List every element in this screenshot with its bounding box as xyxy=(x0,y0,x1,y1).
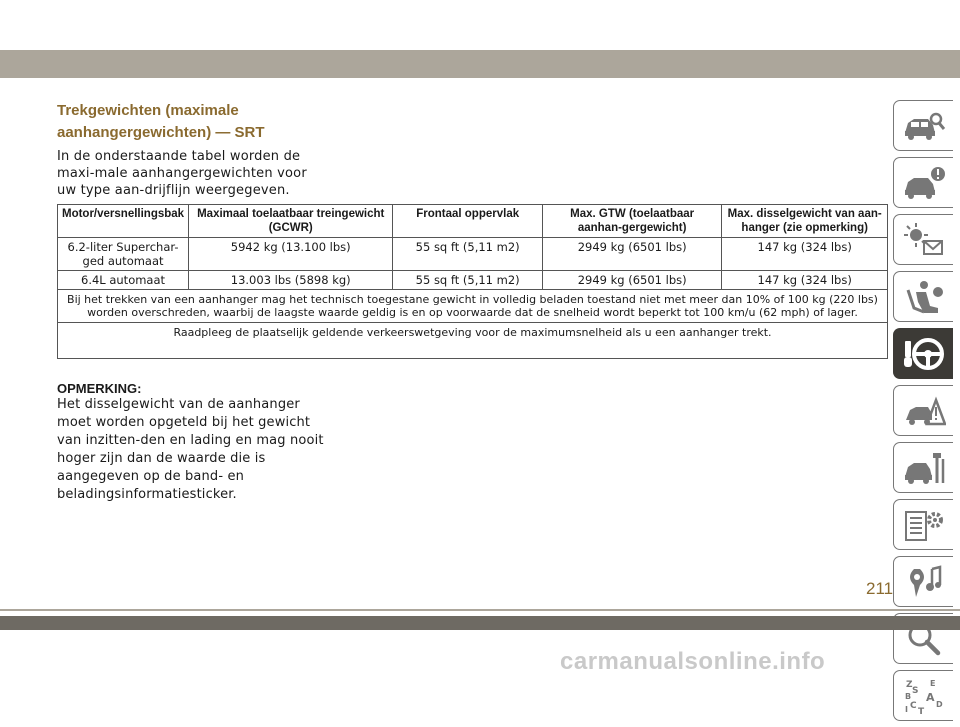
cell-tongue-weight: 147 kg (324 lbs) xyxy=(722,238,888,271)
section-title xyxy=(57,100,357,144)
chapter-tabs xyxy=(893,100,953,727)
index-letters-icon xyxy=(902,677,946,715)
specs-gear-icon xyxy=(902,506,946,544)
cell-max-gtw: 2949 kg (6501 lbs) xyxy=(542,238,721,271)
svg-text:I: I xyxy=(904,704,908,714)
header-gcwr: Maximaal toelaatbaar treingewicht (GCWR) xyxy=(189,205,393,238)
media-music-icon xyxy=(902,563,946,601)
cell-gcwr: 5942 kg (13.100 lbs) xyxy=(189,238,393,271)
warning-light-message-icon xyxy=(902,221,946,259)
section-title-line-1: Trekgewichten (maximale xyxy=(57,102,239,119)
header-engine: Motor/versnellingsbak xyxy=(58,205,189,238)
header-tongue-weight: Max. disselgewicht van aan-hanger (zie opmerking) xyxy=(722,205,888,238)
tab-getting-to-know-vehicle[interactable] xyxy=(893,100,953,151)
tab-in-case-of-emergency[interactable] xyxy=(893,385,953,436)
remark-heading: OPMERKING: xyxy=(57,381,142,396)
roadside-warning-icon xyxy=(902,392,946,430)
car-info-icon xyxy=(902,164,946,202)
car-search-icon xyxy=(902,107,946,145)
svg-text:C: C xyxy=(909,700,917,711)
cell-tongue-weight: 147 kg (324 lbs) xyxy=(722,271,888,290)
svg-text:A: A xyxy=(925,690,935,704)
header-frontal-area: Frontaal oppervlak xyxy=(393,205,543,238)
watermark: carmanualsonline.info xyxy=(560,648,826,675)
cell-frontal-area: 55 sq ft (5,11 m2) xyxy=(393,238,543,271)
cell-engine: 6.2-liter Superchar-ged automaat xyxy=(58,238,189,271)
footer-band xyxy=(0,616,960,630)
svg-text:T: T xyxy=(917,706,924,715)
page-number: 211 xyxy=(866,579,894,598)
section-title-line-2: aanhangergewichten) — SRT xyxy=(57,124,265,141)
seat-airbag-icon xyxy=(902,278,946,316)
cell-frontal-area: 55 sq ft (5,11 m2) xyxy=(393,271,543,290)
table-header-row xyxy=(58,205,888,238)
table-row xyxy=(58,271,888,290)
header-band xyxy=(0,50,960,78)
tab-vehicle-information[interactable] xyxy=(893,157,953,208)
table-note-speed: Raadpleeg de plaatselijk geldende verkeerswetgeving voor de maximumsnelheid als u een aanhanger trekt. xyxy=(58,323,888,359)
towing-weights-table xyxy=(57,204,888,359)
table-row xyxy=(58,238,888,271)
footer-rule xyxy=(0,609,960,611)
svg-text:E: E xyxy=(929,678,935,688)
header-max-gtw: Max. GTW (toelaatbaar aanhan-gergewicht) xyxy=(542,205,721,238)
tab-starting-and-operating[interactable] xyxy=(893,328,953,379)
tab-safety[interactable] xyxy=(893,271,953,322)
cell-max-gtw: 2949 kg (6501 lbs) xyxy=(542,271,721,290)
svg-text:S: S xyxy=(911,685,918,696)
tab-technical-specifications[interactable] xyxy=(893,499,953,550)
intro-paragraph: In de onderstaande tabel worden de maxi-male aanhangergewichten voor uw type aan-drijflijn weergegeven. xyxy=(57,149,307,198)
cell-gcwr: 13.003 lbs (5898 kg) xyxy=(189,271,393,290)
svg-text:B: B xyxy=(904,691,911,701)
car-tools-icon xyxy=(902,449,946,487)
cell-engine: 6.4L automaat xyxy=(58,271,189,290)
remark-body: Het disselgewicht van de aanhanger moet worden opgeteld bij het gewicht van inzitten-den en lading en mag nooit hoger zijn dan de waarde die is aangegeven op de band- en beladingsinformatiesticker. xyxy=(57,397,324,502)
table-note-row xyxy=(58,290,888,323)
table-note-overload: Bij het trekken van een aanhanger mag het technisch toegestane gewicht in volledig beladen toestand niet met meer dan 10% of 100 kg (220 lbs) worden overschreden, waarbij de laagste waarde geldig is en op voorwaarde dat de snelheid wordt beperkt tot 100 km/u (62 mph) of lager. xyxy=(58,290,888,323)
tab-multimedia[interactable] xyxy=(893,556,953,607)
top-margin xyxy=(0,0,960,50)
tab-instrument-panel[interactable] xyxy=(893,214,953,265)
table-note-row xyxy=(58,323,888,359)
tab-servicing-and-maintenance[interactable] xyxy=(893,442,953,493)
steering-wheel-key-icon xyxy=(902,335,946,373)
svg-text:Z: Z xyxy=(905,679,913,690)
svg-text:D: D xyxy=(935,699,943,709)
